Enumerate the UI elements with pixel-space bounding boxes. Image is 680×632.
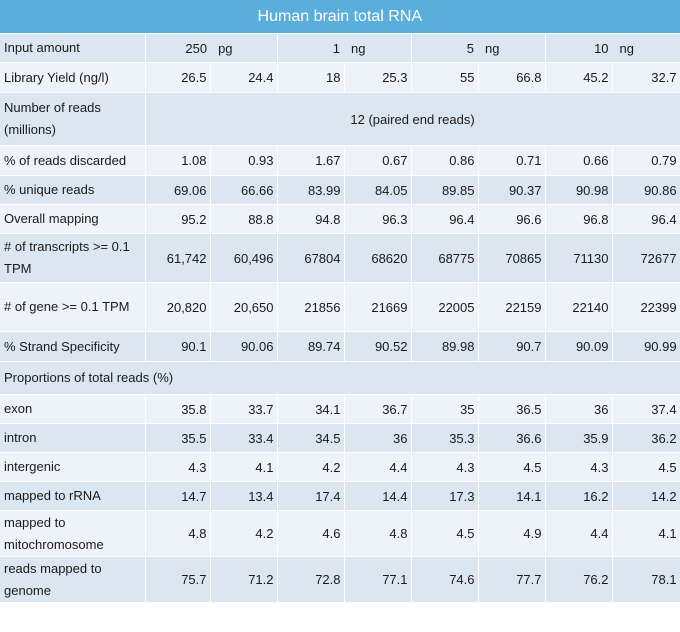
table-cell: 14.1 — [478, 482, 545, 511]
table-cell: 35 — [411, 395, 478, 424]
table-cell: 14.7 — [145, 482, 210, 511]
table-row — [0, 146, 680, 176]
row-label: # of gene >= 0.1 TPM — [0, 283, 145, 332]
table-row — [0, 283, 680, 332]
table-cell: 4.5 — [411, 511, 478, 557]
table-cell: 90.99 — [612, 332, 680, 362]
table-row — [0, 482, 680, 511]
table-cell: 96.8 — [545, 205, 612, 234]
table-cell: 96.3 — [344, 205, 411, 234]
table-row — [0, 332, 680, 362]
table-cell: 33.7 — [210, 395, 277, 424]
table-cell: 18 — [277, 63, 344, 93]
table-cell: 20,820 — [145, 283, 210, 332]
table-cell: 90.98 — [545, 176, 612, 205]
table-cell: 74.6 — [411, 557, 478, 603]
table-cell: 36.5 — [478, 395, 545, 424]
table-cell: 77.1 — [344, 557, 411, 603]
amount-value: 5 — [466, 40, 474, 56]
table-cell: 36 — [344, 424, 411, 453]
table-cell: 68620 — [344, 234, 411, 283]
table-cell: 89.74 — [277, 332, 344, 362]
row-label: mapped to mitochromosome — [0, 511, 145, 557]
row-label: Number of reads (millions) — [0, 93, 145, 146]
table-cell: 36.6 — [478, 424, 545, 453]
table-cell: 0.86 — [411, 146, 478, 176]
row-label: Library Yield (ng/l) — [0, 63, 145, 93]
table-cell: 88.8 — [210, 205, 277, 234]
table-cell: 89.98 — [411, 332, 478, 362]
table-row — [0, 205, 680, 234]
table-cell: 13.4 — [210, 482, 277, 511]
table-cell: 75.7 — [145, 557, 210, 603]
table-cell: 96.4 — [612, 205, 680, 234]
table-cell: 35.5 — [145, 424, 210, 453]
table-cell: 1.67 — [277, 146, 344, 176]
amount-value: 1 — [332, 40, 340, 56]
amount-unit: ng — [619, 40, 634, 56]
table-cell: 4.3 — [145, 453, 210, 482]
row-label: Input amount — [0, 34, 145, 63]
input-amount-row — [0, 34, 680, 63]
row-label: mapped to rRNA — [0, 482, 145, 511]
table-cell: 0.67 — [344, 146, 411, 176]
table-cell: 4.8 — [344, 511, 411, 557]
table-cell: 55 — [411, 63, 478, 93]
amount-value: 250 — [185, 40, 208, 56]
table-cell: 61,742 — [145, 234, 210, 283]
table-cell: 60,496 — [210, 234, 277, 283]
table-cell: 35.9 — [545, 424, 612, 453]
table-cell: 4.8 — [145, 511, 210, 557]
table-cell: 78.1 — [612, 557, 680, 603]
proportions-row — [0, 362, 680, 395]
table-row — [0, 176, 680, 205]
amount-unit: pg — [218, 40, 233, 56]
amount-value: 10 — [594, 40, 609, 56]
table-cell: 1.08 — [145, 146, 210, 176]
row-label: % Strand Specificity — [0, 332, 145, 362]
table-cell: 45.2 — [545, 63, 612, 93]
table-cell: 16.2 — [545, 482, 612, 511]
table-cell: 36 — [545, 395, 612, 424]
table-cell: 36.2 — [612, 424, 680, 453]
table-row — [0, 511, 680, 557]
table-cell: 90.1 — [145, 332, 210, 362]
amount-5ng — [411, 34, 545, 63]
table-row — [0, 557, 680, 603]
amount-unit: ng — [485, 40, 500, 56]
table-cell: 4.2 — [277, 453, 344, 482]
table-cell: 95.2 — [145, 205, 210, 234]
table-cell: 0.79 — [612, 146, 680, 176]
row-label: exon — [0, 395, 145, 424]
row-label: Proportions of total reads (%) — [0, 362, 680, 395]
table-cell: 22159 — [478, 283, 545, 332]
amount-unit: ng — [351, 40, 366, 56]
table-cell: 17.4 — [277, 482, 344, 511]
table-row — [0, 63, 680, 93]
row-label: % unique reads — [0, 176, 145, 205]
table-cell: 89.85 — [411, 176, 478, 205]
row-label: intergenic — [0, 453, 145, 482]
table-cell: 66.8 — [478, 63, 545, 93]
table-cell: 4.2 — [210, 511, 277, 557]
table-cell: 67804 — [277, 234, 344, 283]
table-cell: 20,650 — [210, 283, 277, 332]
row-label: # of transcripts >= 0.1 TPM — [0, 234, 145, 283]
table-cell: 34.5 — [277, 424, 344, 453]
row-label: intron — [0, 424, 145, 453]
table-cell: 24.4 — [210, 63, 277, 93]
table-cell: 36.7 — [344, 395, 411, 424]
table-cell: 4.5 — [612, 453, 680, 482]
table-cell: 4.1 — [210, 453, 277, 482]
table-cell: 4.4 — [545, 511, 612, 557]
table-cell: 21856 — [277, 283, 344, 332]
table-cell: 72677 — [612, 234, 680, 283]
table-cell: 72.8 — [277, 557, 344, 603]
table-row — [0, 395, 680, 424]
table-title: Human brain total RNA — [0, 0, 680, 34]
table-cell: 37.4 — [612, 395, 680, 424]
table-cell: 25.3 — [344, 63, 411, 93]
row-label: Overall mapping — [0, 205, 145, 234]
table-cell: 90.86 — [612, 176, 680, 205]
table-cell: 34.1 — [277, 395, 344, 424]
amount-250pg — [145, 34, 277, 63]
table-row — [0, 234, 680, 283]
table-cell: 90.52 — [344, 332, 411, 362]
table-row — [0, 424, 680, 453]
table-cell: 66.66 — [210, 176, 277, 205]
table-cell: 4.3 — [545, 453, 612, 482]
table-cell: 22399 — [612, 283, 680, 332]
table-cell: 21669 — [344, 283, 411, 332]
table-cell: 32.7 — [612, 63, 680, 93]
table-cell: 77.7 — [478, 557, 545, 603]
amount-10ng — [545, 34, 680, 63]
table-cell: 76.2 — [545, 557, 612, 603]
table-cell: 71130 — [545, 234, 612, 283]
table-cell: 4.6 — [277, 511, 344, 557]
table-cell: 90.09 — [545, 332, 612, 362]
table-cell: 26.5 — [145, 63, 210, 93]
title-row — [0, 0, 680, 34]
table-cell: 14.4 — [344, 482, 411, 511]
row-label: % of reads discarded — [0, 146, 145, 176]
table-cell: 14.2 — [612, 482, 680, 511]
table-cell: 4.5 — [478, 453, 545, 482]
table-cell: 71.2 — [210, 557, 277, 603]
table-cell: 4.9 — [478, 511, 545, 557]
table-row — [0, 453, 680, 482]
table-cell: 17.3 — [411, 482, 478, 511]
table-cell: 22005 — [411, 283, 478, 332]
table-cell: 0.93 — [210, 146, 277, 176]
table-cell: 96.6 — [478, 205, 545, 234]
table-cell: 90.7 — [478, 332, 545, 362]
table-cell: 90.06 — [210, 332, 277, 362]
reads-row — [0, 93, 680, 146]
amount-1ng — [277, 34, 411, 63]
table-cell: 68775 — [411, 234, 478, 283]
table-cell: 4.1 — [612, 511, 680, 557]
table-cell: 0.71 — [478, 146, 545, 176]
row-label: reads mapped to genome — [0, 557, 145, 603]
table-cell: 83.99 — [277, 176, 344, 205]
table-cell: 0.66 — [545, 146, 612, 176]
table-cell: 96.4 — [411, 205, 478, 234]
table-cell: 70865 — [478, 234, 545, 283]
table-cell: 35.8 — [145, 395, 210, 424]
table-cell: 94.8 — [277, 205, 344, 234]
table-cell: 69.06 — [145, 176, 210, 205]
table-cell: 90.37 — [478, 176, 545, 205]
table-cell: 84.05 — [344, 176, 411, 205]
table-cell: 22140 — [545, 283, 612, 332]
merged-cell: 12 (paired end reads) — [145, 93, 680, 146]
table-cell: 4.3 — [411, 453, 478, 482]
table-cell: 33.4 — [210, 424, 277, 453]
table-cell: 4.4 — [344, 453, 411, 482]
table-cell: 35.3 — [411, 424, 478, 453]
